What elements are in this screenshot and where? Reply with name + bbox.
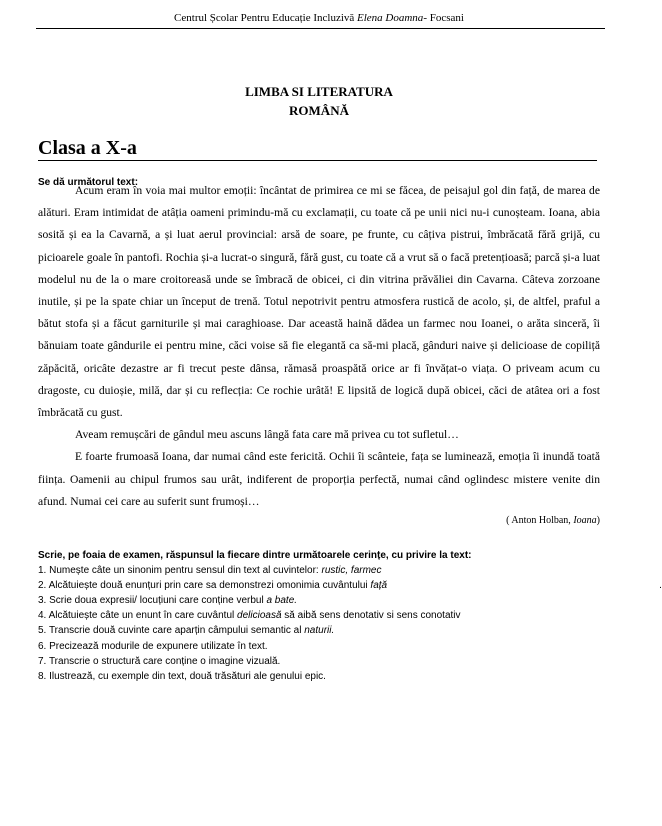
task-text: 6. Precizează modurile de expunere utilizate în text. <box>38 640 268 652</box>
subject-title <box>0 82 638 120</box>
task-item <box>38 593 600 608</box>
page-header <box>0 12 638 25</box>
task-item <box>38 623 600 638</box>
header-prefix: Centrul Școlar Pentru Educație Incluzivă <box>174 12 358 24</box>
task-item <box>38 669 600 684</box>
class-title: Clasa a X-a <box>38 137 137 159</box>
task-italic: rustic, farmec <box>321 565 382 577</box>
source-title: Ioana <box>573 515 597 526</box>
task-item <box>38 578 662 593</box>
task-italic: naturii. <box>304 625 335 637</box>
task-text: 1. Numește câte un sinonim pentru sensul din text al cuvintelor: <box>38 565 322 577</box>
class-divider <box>38 160 597 161</box>
subject-line-1: LIMBA SI LITERATURA <box>245 84 393 99</box>
task-item <box>38 608 600 623</box>
paragraph: Aveam remușcări de gândul meu ascuns lângă fata care mă privea cu tot sufletul… <box>75 428 459 442</box>
task-text: 2. Alcătuiește două enunțuri prin care sa demonstrezi omonimia cuvântului <box>38 580 371 592</box>
subject-line-2: ROMÂNĂ <box>289 103 349 118</box>
task-text: 7. Transcrie o structură care conține o imagine vizuală. <box>38 655 281 667</box>
paragraph: Acum eram în voia mai multor emoții: încântat de primirea ce mi se făcea, de peisajul gol din față, de marea de alături. Eram intimidat de atâția oameni primindu-mă cu exclamații, cu toate că pe unii nici nu-i cunoșteam. Ioana, abia sosită și ea la Cavarnă, a și luat aerul provincial: arsă de soare, pe frunte, cu câțiva pistrui, îmbrăcată fără grijă, cu picioarele goale în pantofi. Rochia și-a lucrat-o singură, fără gust, cu toate că a vrut să o facă pretențioasă; parcă și-a luat modelul nu de la o mare croitoreasă unde se îmbracă de obicei, ci din vitrina prăvăliei din Cavarna. Câteva zorzoane inutile, și pe la spate chiar un început de trenă. Totul nepotrivit pentru atmosfera rustică de acolo, și, de altfel, praful a bătut stofa și a făcut garniturile și mai caraghioase. Dar această haină dădea un farmec nou Ioanei, o arăta sinceră, îi bănuiam toate gândurile ei pentru mine, căci voise să fie elegantă ca să-mi placă, gânduri naive și delicioase de copiliță zăpăcită, oricâte dezastre ar fi trecut peste dânsa, rămasă proaspătă orice ar fi învățat-o viața. O priveam acum cu dragoste, cu duioșie, milă, dar și cu reflecția: Ce rochie urâtă! E lipsită de logică după obicei, căci de atâtea ori a fost îmbrăcată cu gust. <box>38 184 600 420</box>
task-text: 5. Transcrie două cuvinte care aparțin câmpului semantic al <box>38 625 305 637</box>
task-italic: față <box>370 580 388 592</box>
header-name: Elena Doamna <box>357 12 424 24</box>
task-list <box>38 548 662 684</box>
task-italic: a bate. <box>266 595 298 607</box>
paragraph: E foarte frumoasă Ioana, dar numai când este fericită. Ochii îi scânteie, fața se luminează, emoția îi inundă toată ființa. Oamenii au chipul frumos sau urât, indiferent de proporția perfectă, numai când oglindesc mistere venite din afund. Numai cei care au suferit sunt frumoși… <box>38 450 600 508</box>
task-italic: delicioasă <box>237 610 282 622</box>
task-text: 3. Scrie doua expresii/ locuțiuni care conține verbul <box>38 595 267 607</box>
text-intro: Se dă următorul text: <box>38 177 139 188</box>
task-text: 4. Alcătuiește câte un enunt în care cuvântul <box>38 610 238 622</box>
header-suffix: - Focsani <box>423 12 464 24</box>
task-item <box>38 563 600 578</box>
task-text: 8. Ilustrează, cu exemple din text, două trăsături ale genului epic. <box>38 670 326 682</box>
header-divider <box>36 28 605 29</box>
source-close: ) <box>596 515 600 526</box>
source-open: ( Anton Holban, <box>506 515 574 526</box>
task-after: să aibă sens denotativ si sens conotativ <box>281 610 461 622</box>
task-item <box>38 654 600 669</box>
text-source <box>38 514 600 528</box>
task-item <box>38 639 600 654</box>
literary-text <box>38 180 600 513</box>
task-after: . <box>659 580 662 592</box>
tasks-title: Scrie, pe foaia de examen, răspunsul la fiecare dintre următoarele cerințe, cu privire la text: <box>38 550 472 561</box>
